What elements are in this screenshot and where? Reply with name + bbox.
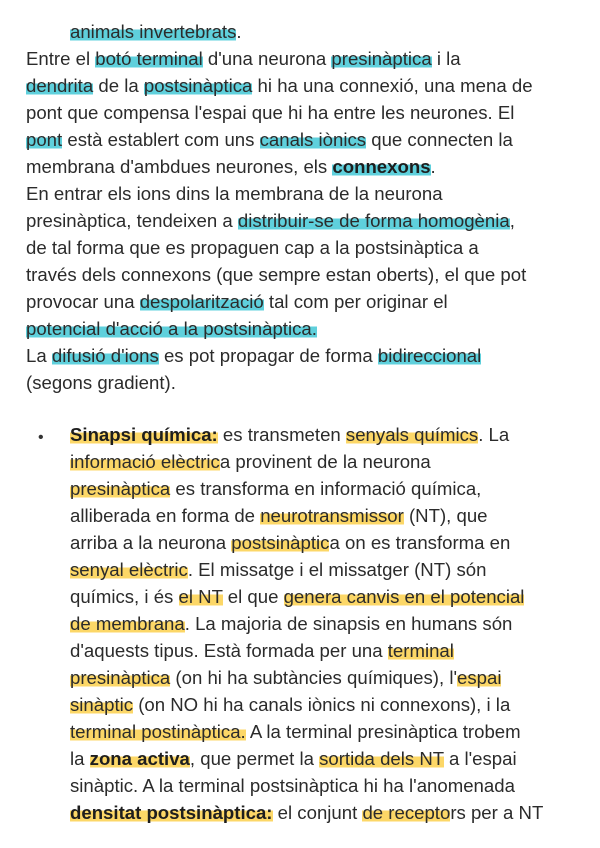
text-span: , bbox=[509, 210, 515, 231]
text-line bbox=[70, 448, 431, 475]
highlighted-text: bidireccional bbox=[377, 345, 482, 366]
text-line bbox=[70, 556, 486, 583]
text-line bbox=[70, 799, 543, 826]
text-span: a l'espai bbox=[443, 748, 517, 769]
text-span: la bbox=[70, 748, 90, 769]
text-span: i la bbox=[431, 48, 461, 69]
text-line bbox=[26, 126, 513, 153]
text-line bbox=[70, 691, 510, 718]
text-span: de tal forma que es propaguen cap a la postsinàptica a bbox=[26, 237, 479, 258]
highlighted-text: connexons bbox=[332, 156, 431, 177]
text-span: es transforma en informació química, bbox=[170, 478, 482, 499]
text-line bbox=[70, 637, 454, 664]
text-span: . bbox=[236, 21, 242, 42]
text-span: que connecten la bbox=[366, 129, 513, 150]
text-line bbox=[70, 502, 488, 529]
text-span: (segons gradient). bbox=[26, 372, 176, 393]
text-span: es pot propagar de forma bbox=[158, 345, 378, 366]
text-span: . La bbox=[478, 424, 510, 445]
text-line bbox=[26, 72, 533, 99]
highlighted-text: senyals químics bbox=[345, 424, 479, 445]
text-line bbox=[26, 342, 481, 369]
text-span: hi ha una connexió, una mena de bbox=[252, 75, 533, 96]
highlighted-text: distribuir-se de forma homogènia bbox=[237, 210, 510, 231]
text-line bbox=[26, 315, 317, 342]
text-span: sinàptic. A la terminal postsinàptica hi ha l'anomenada bbox=[70, 775, 515, 796]
text-span: es transmeten bbox=[217, 424, 346, 445]
text-span: químics, i és bbox=[70, 586, 179, 607]
highlighted-text: dendrita bbox=[26, 75, 94, 96]
text-span: tal com per originar el bbox=[263, 291, 448, 312]
text-line bbox=[70, 18, 242, 45]
text-span: través dels connexons (que sempre estan oberts), el que pot bbox=[26, 264, 527, 285]
text-line bbox=[26, 207, 515, 234]
text-line bbox=[26, 153, 436, 180]
text-span: (NT), que bbox=[403, 505, 488, 526]
text-line bbox=[70, 421, 509, 448]
highlighted-text: terminal postinàptica. bbox=[70, 721, 246, 742]
highlighted-text: terminal bbox=[387, 640, 454, 661]
text-span: de la bbox=[93, 75, 144, 96]
text-line bbox=[70, 529, 510, 556]
highlighted-text: senyal elèctric bbox=[70, 559, 188, 580]
text-line bbox=[70, 772, 515, 799]
highlighted-text: sortida dels NT bbox=[319, 748, 444, 769]
text-span: (on hi ha subtàncies químiques), l' bbox=[170, 667, 458, 688]
text-span: pont que compensa l'espai que hi ha entre les neurones. El bbox=[26, 102, 515, 123]
highlighted-text: de recepto bbox=[362, 802, 451, 823]
highlighted-text: presinàptica bbox=[70, 667, 171, 688]
text-span: d'una neurona bbox=[202, 48, 332, 69]
highlighted-text: informació elèctric bbox=[70, 451, 220, 472]
text-line bbox=[26, 45, 461, 72]
text-line bbox=[26, 288, 448, 315]
text-span: La bbox=[26, 345, 52, 366]
text-line bbox=[70, 718, 521, 745]
text-line bbox=[70, 745, 517, 772]
text-span: . La majoria de sinapsis en humans són bbox=[184, 613, 513, 634]
highlighted-text: potencial d'acció a la postsinàptica. bbox=[26, 318, 317, 339]
text-span: d'aquests tipus. Està formada per una bbox=[70, 640, 388, 661]
highlighted-text: postsinàptica bbox=[143, 75, 253, 96]
highlighted-text: de membrana bbox=[70, 613, 185, 634]
highlighted-text: postsinàptic bbox=[231, 532, 330, 553]
highlighted-text: canals iònics bbox=[259, 129, 367, 150]
highlighted-text: genera canvis en el potencial bbox=[283, 586, 525, 607]
text-span: . bbox=[430, 156, 436, 177]
text-span: el conjunt bbox=[272, 802, 363, 823]
highlighted-text: pont bbox=[26, 129, 63, 150]
highlighted-text: Sinapsi química: bbox=[70, 424, 218, 445]
highlighted-text: botó terminal bbox=[95, 48, 203, 69]
highlighted-text: sinàptic bbox=[70, 694, 134, 715]
text-span: (on NO hi ha canals iònics ni connexons), i la bbox=[133, 694, 511, 715]
text-span: . El missatge i el missatger (NT) són bbox=[187, 559, 487, 580]
highlighted-text: despolarització bbox=[139, 291, 264, 312]
text-span: provocar una bbox=[26, 291, 140, 312]
highlighted-text: el NT bbox=[178, 586, 223, 607]
highlighted-text: presinàptica bbox=[331, 48, 432, 69]
text-line bbox=[70, 475, 481, 502]
text-span: a provinent de la neurona bbox=[219, 451, 431, 472]
bullet-chemical-synapse: • bbox=[38, 429, 44, 446]
highlighted-text: densitat postsinàptica: bbox=[70, 802, 273, 823]
highlighted-text: presinàptica bbox=[70, 478, 171, 499]
text-span: presinàptica, tendeixen a bbox=[26, 210, 238, 231]
text-line bbox=[26, 234, 479, 261]
text-span: membrana d'ambdues neurones, els bbox=[26, 156, 333, 177]
text-line bbox=[26, 180, 443, 207]
text-span: En entrar els ions dins la membrana de la neurona bbox=[26, 183, 443, 204]
text-span: està establert com uns bbox=[62, 129, 260, 150]
text-span: a on es transforma en bbox=[329, 532, 511, 553]
highlighted-text: zona activa bbox=[89, 748, 190, 769]
highlighted-text: espai bbox=[457, 667, 502, 688]
text-line bbox=[70, 610, 512, 637]
text-span: A la terminal presinàptica trobem bbox=[245, 721, 521, 742]
highlighted-text: difusió d'ions bbox=[51, 345, 159, 366]
text-line bbox=[26, 261, 526, 288]
text-span: , que permet la bbox=[189, 748, 320, 769]
text-line bbox=[70, 664, 501, 691]
text-span: arriba a la neurona bbox=[70, 532, 232, 553]
text-line bbox=[26, 369, 176, 396]
text-span: rs per a NT bbox=[450, 802, 544, 823]
text-line bbox=[70, 583, 524, 610]
text-span: Entre el bbox=[26, 48, 96, 69]
text-span: el que bbox=[222, 586, 284, 607]
highlighted-text: neurotransmissor bbox=[260, 505, 404, 526]
highlighted-text: animals invertebrats bbox=[70, 21, 237, 42]
text-span: alliberada en forma de bbox=[70, 505, 261, 526]
text-line bbox=[26, 99, 514, 126]
